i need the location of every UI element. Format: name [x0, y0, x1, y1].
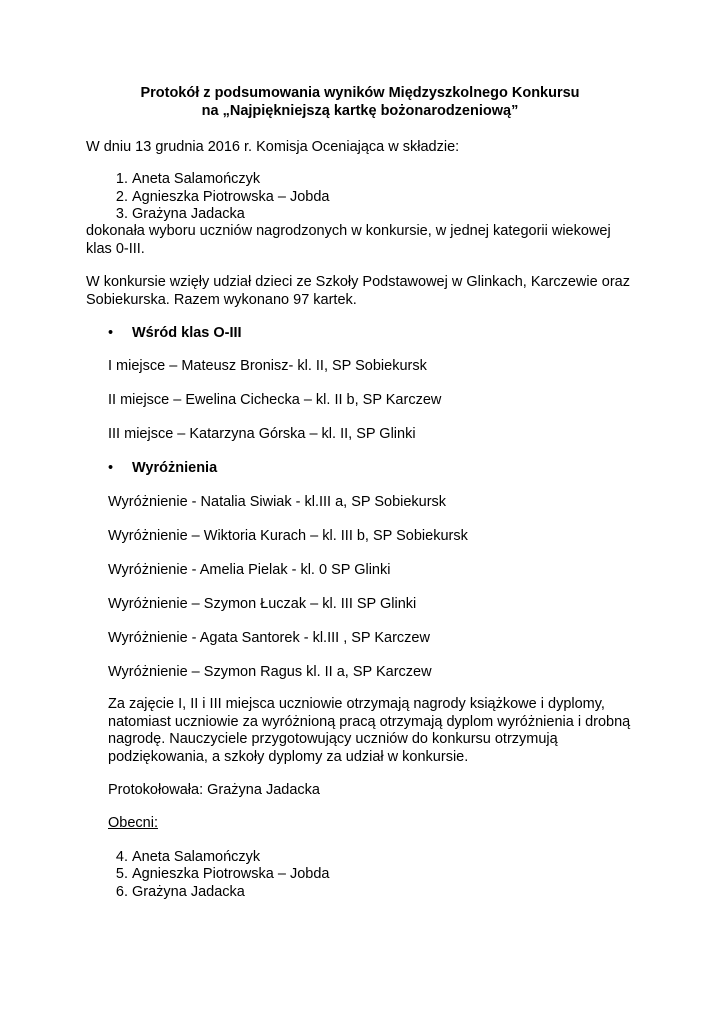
participation-text: W konkursie wzięły udział dzieci ze Szkoły Podstawowej w Glinkach, Karczewie oraz [86, 274, 630, 290]
committee-number: 1. [115, 171, 128, 187]
place-entry: III miejsce – Katarzyna Górska – kl. II, SP Glinki [108, 426, 416, 442]
prizes-text: nagrodę. Nauczyciele przygotowujący uczniów do konkursu otrzymują [108, 731, 558, 747]
prizes-text: natomiast uczniowie za wyróżnioną pracą otrzymają dyplom wyróżnienia i drobną [108, 714, 631, 730]
distinction-entry: Wyróżnienie – Szymon Łuczak – kl. III SP Glinki [108, 596, 417, 612]
distinction-entry: Wyróżnienie - Amelia Pielak - kl. 0 SP Glinki [108, 562, 391, 578]
committee-number: 2. [115, 189, 128, 205]
distinction-entry: Wyróżnienie - Natalia Siwiak - kl.III a, SP Sobiekursk [108, 494, 447, 510]
bullet-icon: • [108, 460, 114, 476]
distinction-entry: Wyróżnienie - Agata Santorek - kl.III , SP Karczew [108, 630, 430, 646]
prizes-text: Za zajęcie I, II i III miejsca uczniowie otrzymają nagrody książkowe i dyplomy, [108, 696, 605, 712]
committee-member: Aneta Salamończyk [132, 171, 261, 187]
recorded-by: Protokołowała: Grażyna Jadacka [108, 782, 320, 798]
present-member: Aneta Salamończyk [132, 849, 261, 865]
present-member: Grażyna Jadacka [132, 884, 245, 900]
distinction-entry: Wyróżnienie – Szymon Ragus kl. II a, SP Karczew [108, 664, 432, 680]
bullet-icon: • [108, 325, 114, 341]
present-number: 5. [115, 866, 128, 882]
present-heading: Obecni: [108, 815, 158, 831]
section-heading-distinctions: Wyróżnienia [132, 460, 218, 476]
present-number: 6. [115, 884, 128, 900]
committee-member: Grażyna Jadacka [132, 206, 245, 222]
present-number: 4. [115, 849, 128, 865]
section-heading-classes: Wśród klas O-III [132, 325, 242, 341]
distinction-entry: Wyróżnienie – Wiktoria Kurach – kl. III b, SP Sobiekursk [108, 528, 468, 544]
committee-number: 3. [115, 206, 128, 222]
intro-text: W dniu 13 grudnia 2016 r. Komisja Oceniająca w składzie: [86, 139, 460, 155]
decision-text: klas 0-III. [86, 241, 145, 257]
committee-member: Agnieszka Piotrowska – Jobda [132, 189, 330, 205]
document-title-line1: Protokół z podsumowania wyników Międzyszkolnego Konkursu [140, 85, 580, 101]
present-member: Agnieszka Piotrowska – Jobda [132, 866, 330, 882]
decision-text: dokonała wyboru uczniów nagrodzonych w konkursie, w jednej kategorii wiekowej [86, 223, 611, 239]
document-title-line2: na „Najpiękniejszą kartkę bożonarodzeniową” [201, 103, 519, 119]
place-entry: II miejsce – Ewelina Cichecka – kl. II b, SP Karczew [108, 392, 442, 408]
place-entry: I miejsce – Mateusz Bronisz- kl. II, SP Sobiekursk [108, 358, 427, 374]
participation-text: Sobiekurska. Razem wykonano 97 kartek. [86, 292, 357, 308]
prizes-text: podziękowania, a szkoły dyplomy za udział w konkursie. [108, 749, 469, 765]
